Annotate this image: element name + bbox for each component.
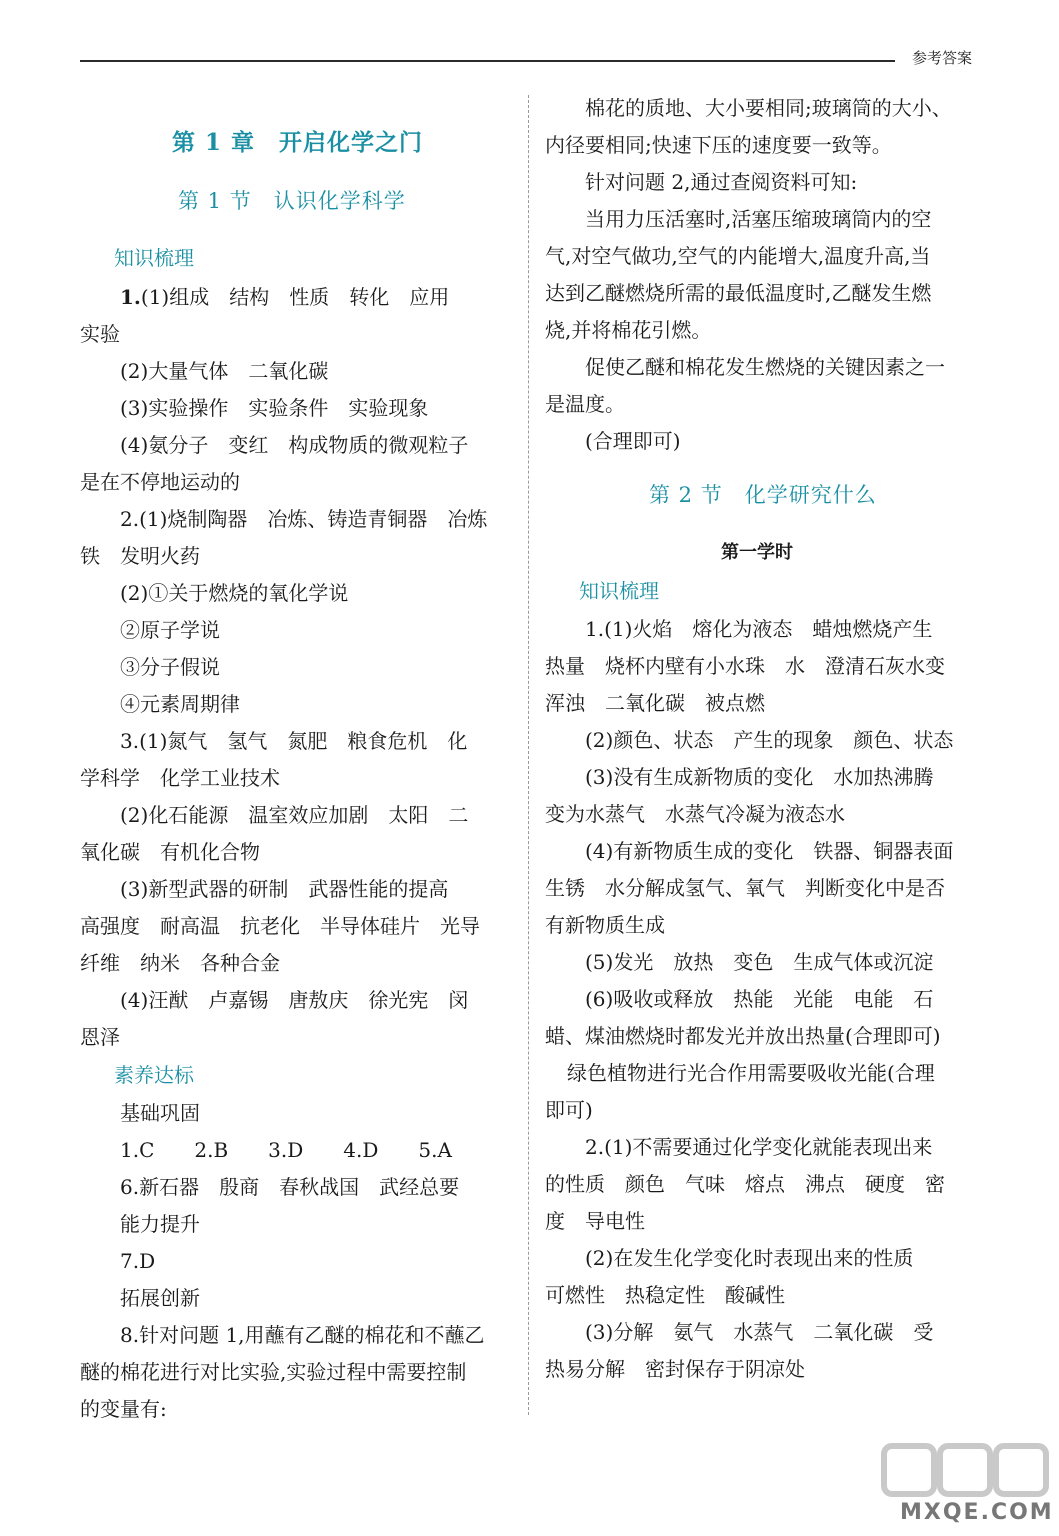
answer-line: (2)在发生化学变化时表现出来的性质 [585, 1246, 914, 1270]
answer-line: 8.针对问题 1,用蘸有乙醚的棉花和不蘸乙 [120, 1323, 485, 1347]
answer-line: 2.(1)烧制陶器 冶炼、铸造青铜器 冶炼 [120, 507, 488, 531]
answer-line: 针对问题 2,通过查阅资料可知: [585, 170, 858, 194]
answer-line: 恩泽 [80, 1025, 120, 1049]
answer-line: 棉花的质地、大小要相同;玻璃筒的大小、 [585, 96, 952, 120]
answer-line: (2)①关于燃烧的氧化学说 [120, 581, 349, 605]
answer-line: 是温度。 [545, 392, 625, 416]
answer-line: 氧化碳 有机化合物 [80, 840, 260, 864]
chapter-title: 第 1 章 开启化学之门 [172, 129, 424, 156]
answer-line: 即可) [545, 1098, 593, 1122]
answer-line: 实验 [80, 322, 120, 346]
answer-line: (2)颜色、状态 产生的现象 颜色、状态 [585, 728, 954, 752]
answer-line: 热易分解 密封保存于阴凉处 [545, 1357, 805, 1381]
subsection-label: 基础巩固 [120, 1101, 200, 1125]
section-2-title: 第 2 节 化学研究什么 [649, 483, 877, 507]
answer-line: ③分子假说 [120, 655, 220, 679]
lesson-subheading: 第一学时 [721, 542, 793, 563]
answer-line: 学科学 化学工业技术 [80, 766, 280, 790]
answer-line: 7.D [120, 1249, 156, 1273]
answer-line: 当用力压活塞时,活塞压缩玻璃筒内的空 [585, 207, 932, 231]
competency-label: 素养达标 [114, 1063, 194, 1087]
answer-line: 内径要相同;快速下压的速度要一致等。 [545, 133, 892, 157]
subsection-label: 能力提升 [120, 1212, 200, 1236]
answer-line: 铁 发明火药 [80, 544, 200, 568]
answer-line: 3.(1)氮气 氢气 氮肥 粮食危机 化 [120, 729, 468, 753]
answer-line: 变为水蒸气 水蒸气冷凝为液态水 [545, 802, 845, 826]
answer-line: 是在不停地运动的 [80, 470, 240, 494]
answer-line: (3)实验操作 实验条件 实验现象 [120, 396, 429, 420]
answer-line: 1.C 2.B 3.D 4.D 5.A [120, 1138, 452, 1162]
answer-line: (2)大量气体 二氧化碳 [120, 359, 329, 383]
answer-line: 的变量有: [80, 1397, 167, 1421]
answer-line: 2.(1)不需要通过化学变化就能表现出来 [585, 1135, 933, 1159]
answer-line: 烧,并将棉花引燃。 [545, 318, 712, 342]
answer-line: 有新物质生成 [545, 913, 665, 937]
answer-line: 蜡、煤油燃烧时都发光并放出热量(合理即可) [545, 1024, 941, 1048]
answer-line: 促使乙醚和棉花发生燃烧的关键因素之一 [585, 355, 945, 379]
answer-line: 的性质 颜色 气味 熔点 沸点 硬度 密 [545, 1172, 945, 1196]
answer-line: 6.新石器 殷商 春秋战国 武经总要 [120, 1175, 460, 1199]
answer-line: 浑浊 二氧化碳 被点燃 [545, 691, 765, 715]
answer-line: (2)化石能源 温室效应加剧 太阳 二 [120, 803, 469, 827]
answer-line: (3)分解 氨气 水蒸气 二氧化碳 受 [585, 1320, 934, 1344]
answer-line: 可燃性 热稳定性 酸碱性 [545, 1283, 785, 1307]
column-divider [528, 95, 529, 1415]
watermark-text: MXQE.COM [900, 1500, 1054, 1525]
answer-line: 生锈 水分解成氢气、氧气 判断变化中是否 [545, 876, 945, 900]
answer-line: ②原子学说 [120, 618, 220, 642]
answer-line: 度 导电性 [545, 1209, 645, 1233]
subsection-label: 拓展创新 [120, 1286, 200, 1310]
answer-line: 气,对空气做功,空气的内能增大,温度升高,当 [545, 244, 931, 268]
header-label: 参考答案 [912, 49, 973, 67]
header-rule [80, 60, 895, 62]
answer-line: 醚的棉花进行对比实验,实验过程中需要控制 [80, 1360, 467, 1384]
knowledge-review-label: 知识梳理 [114, 246, 194, 270]
section-1-title: 第 1 节 认识化学科学 [178, 189, 406, 213]
answer-line: (4)汪猷 卢嘉锡 唐敖庆 徐光宪 闵 [120, 988, 469, 1012]
answer-line: (4)氨分子 变红 构成物质的微观粒子 [120, 433, 469, 457]
answer-line: 高强度 耐高温 抗老化 半导体硅片 光导 [80, 914, 480, 938]
answer-line: 达到乙醚燃烧所需的最低温度时,乙醚发生燃 [545, 281, 932, 305]
answer-line: (3)新型武器的研制 武器性能的提高 [120, 877, 449, 901]
answer-line: 热量 烧杯内壁有小水珠 水 澄清石灰水变 [545, 654, 945, 678]
answer-line: (3)没有生成新物质的变化 水加热沸腾 [585, 765, 934, 789]
answer-line: 纤维 纳米 各种合金 [80, 951, 280, 975]
answer-line: 1.(1)组成 结构 性质 转化 应用 [120, 285, 450, 309]
answer-line: (6)吸收或释放 热能 光能 电能 石 [585, 987, 934, 1011]
answer-line: 绿色植物进行光合作用需要吸收光能(合理 [567, 1061, 935, 1085]
answer-line: (合理即可) [585, 429, 681, 453]
knowledge-review-label: 知识梳理 [579, 579, 659, 603]
answer-line: (4)有新物质生成的变化 铁器、铜器表面 [585, 839, 954, 863]
answer-line: 1.(1)火焰 熔化为液态 蜡烛燃烧产生 [585, 617, 933, 641]
answer-line: ④元素周期律 [120, 692, 240, 716]
answer-line: (5)发光 放热 变色 生成气体或沉淀 [585, 950, 934, 974]
